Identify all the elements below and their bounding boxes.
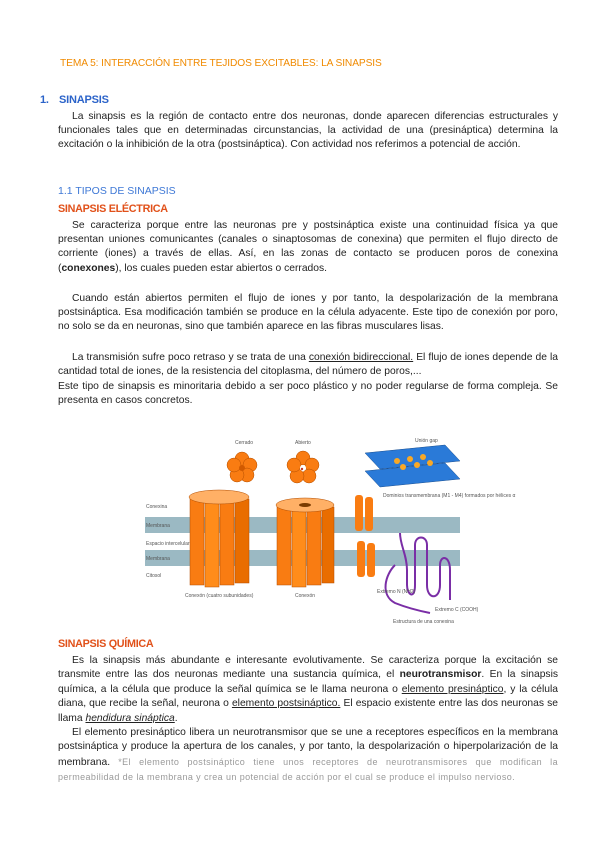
label-cytosol: Citosol — [146, 573, 162, 579]
label-connexon-subunits: Conexón (cuatro subunidades) — [185, 593, 254, 599]
subsection-heading: 1.1 TIPOS DE SINAPSIS — [58, 185, 176, 197]
text-run: Es la sinapsis más abundante e interesante evolutivamente. Se caracteriza porque la excitación se transmite entre las dos neuronas mediante una sustancia química, el — [58, 655, 558, 681]
section-title: SINAPSIS — [59, 94, 109, 106]
gray-note: *El elemento postsináptico tiene unos receptores de neurotransmisores que modifican la permeabilidad de la membrana y crea un potencial de acción por el cual se produce el impulso nervioso. — [58, 756, 558, 783]
text-run: El flujo de iones depende de la cantidad total de iones, de la resistencia del citoplasma, del número de poros,... — [58, 352, 558, 378]
label-connexon: Conexón — [295, 593, 316, 599]
section-number: 1. — [40, 94, 49, 106]
text-run: El elemento presináptico libera un neurotransmisor que se une a receptores específicos en la membrana postsináptica y produce la apertura de los canales, y por tanto, la despolarización o hiperpolarización de la membrana. — [58, 727, 558, 768]
text-run: Cuando están abiertos permiten el flujo de iones y por tanto, la despolarización de la membrana postsináptica. Esa modificación también se produce en la célula adyacente. Este tipo de conexión por poro, no solo se da en neuronas, sino que también aparece en las fibras musculares lisas. — [58, 293, 558, 333]
bold-term: conexones — [61, 262, 116, 274]
section-heading — [40, 94, 109, 106]
underlined-italic-term: hendidura sináptica — [85, 712, 175, 724]
connexon-closed-icon — [189, 490, 249, 587]
open-connexon-icon — [287, 451, 319, 483]
label-connexin-structure: Estructura de una conexina — [393, 619, 454, 625]
text-run: . En la sinapsis química, a la célula que produce la señal química se le llama neurona o — [58, 669, 559, 695]
closed-connexon-icon — [227, 452, 257, 482]
connexon-open-icon — [276, 498, 334, 587]
text-run: Se caracteriza porque entre las neuronas pre y postsináptica existe una continuidad física ya que presentan uniones comunicantes (canales o sinaptosomas de conexina) que permiten el flujo directo de corriente (iones) a través de ellas. Así, en las zonas de contacto se producen poros de conexina ( — [58, 220, 558, 274]
label-transmembrane: Dominios transmembrana (M1 - M4) formados por hélices α — [383, 493, 516, 499]
gap-junction-membranes-icon — [365, 445, 460, 487]
text-run: , y la célula diana, que recibe la señal, neurona o — [58, 683, 558, 710]
electrical-paragraph-3 — [58, 351, 558, 379]
label-intercellular: Espacio intercelular — [146, 541, 190, 547]
chemical-paragraph-2 — [58, 726, 558, 786]
label-open: Abierto — [295, 440, 311, 446]
text-run: . — [174, 712, 178, 724]
document-title: TEMA 5: INTERACCIÓN ENTRE TEJIDOS EXCITABLES: LA SINAPSIS — [60, 58, 382, 69]
label-closed: Cerrado — [235, 440, 254, 446]
gap-junction-figure — [145, 435, 516, 627]
chemical-paragraph-1 — [58, 654, 558, 726]
label-membrane-top: Membrana — [146, 523, 170, 529]
bold-term: neurotransmisor — [399, 669, 482, 681]
electrical-heading: SINAPSIS ELÉCTRICA — [58, 203, 168, 215]
label-membrane-bottom: Membrana — [146, 556, 170, 562]
intro-paragraph — [58, 110, 558, 153]
text-run: Este tipo de sinapsis es minoritaria debido a ser poco plástico y no poder regularse de forma compleja. Se presenta en casos concretos. — [58, 381, 558, 407]
label-c-terminal: Extremo C (COOH) — [435, 607, 479, 613]
text-run: El espacio existente entre las dos neuronas se llama — [58, 698, 559, 724]
label-gap-junction: Unión gap — [415, 438, 438, 444]
electrical-paragraph-1 — [58, 219, 558, 276]
text-run: ), los cuales pueden estar abiertos o cerrados. — [115, 262, 328, 274]
underlined-term: elemento postsináptico. — [231, 698, 341, 710]
underlined-term: conexión bidireccional. — [308, 352, 414, 363]
electrical-paragraph-4 — [58, 380, 558, 408]
label-n-terminal: Extremo N (NH2) — [377, 589, 416, 595]
label-connexina: Conexina — [146, 504, 168, 510]
electrical-paragraph-2 — [58, 292, 558, 335]
intro-text: La sinapsis es la región de contacto entre dos neuronas, donde aparecen diferencias estructurales y funcionales tales que en determinadas circunstancias, la actividad de una (presináptica) determina la excitación o la inhibición de la otra (postsináptica). Con actividad nos referimos a potencial de acción. — [58, 111, 558, 151]
chemical-heading: SINAPSIS QUÍMICA — [58, 638, 154, 650]
underlined-term: elemento presináptico — [401, 683, 504, 695]
text-run: La transmisión sufre poco retraso y se trata de una — [72, 352, 309, 363]
